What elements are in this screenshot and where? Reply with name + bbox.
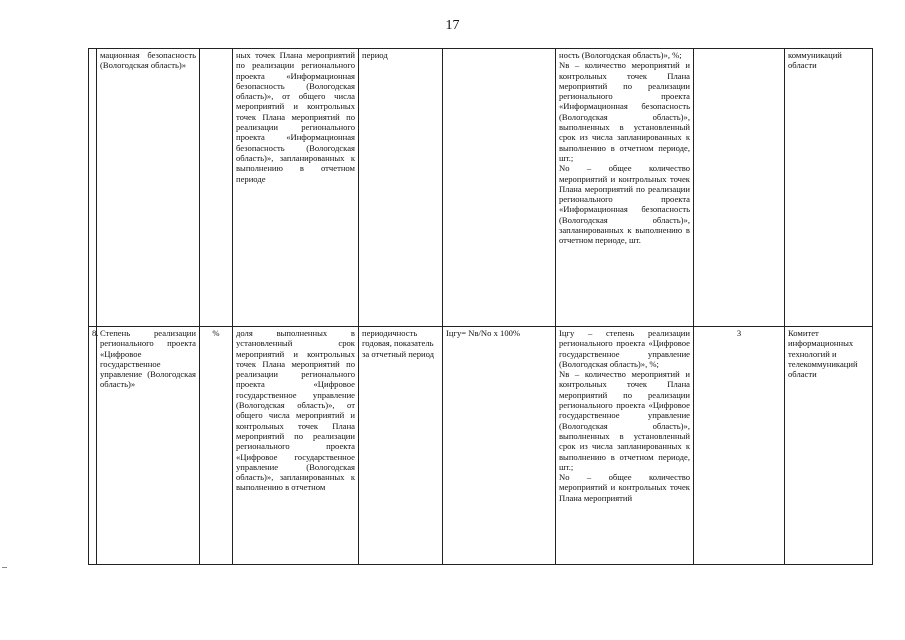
indicators-table: [88, 48, 873, 565]
definition-cell: ных точек Плана мероприятий по реализации регионального проекта «Информационная безопасность (Вологодская область)», от общего числа мероприятий и контрольных точек Плана мероприятий по реализации регионального проекта «Информационная безопасность (Вологодская область)», запланированных к выполнению в отчетном периоде: [233, 49, 359, 327]
periodicity-cell: период: [359, 49, 443, 327]
responsible-cell: Комитет информационных технологий и телекоммуникаций области: [785, 327, 873, 565]
legend-line: Iцгу – степень реализации регионального проекта «Цифровое государственное управление (Вологодская область)», %;: [559, 328, 690, 369]
scan-artifact: [2, 567, 7, 568]
source-cell: [694, 49, 785, 327]
row-number-cell: 8.: [89, 327, 97, 565]
legend-line: No – общее количество мероприятий и контрольных точек Плана мероприятий: [559, 472, 690, 503]
table-row: [89, 327, 873, 565]
responsible-cell: коммуникаций области: [785, 49, 873, 327]
legend-line: Nв – количество мероприятий и контрольных точек Плана мероприятий по реализации регионального проекта «Информационная безопасность (Вологодская область)», выполненных в установленный срок из числа запланированных к выполнению в отчетном периоде, шт.;: [559, 60, 690, 163]
legend-line: No – общее количество мероприятий и контрольных точек Плана мероприятий по реализации регионального проекта «Информационная безопасность (Вологодская область)», запланированных к выполнению в отчетном периоде, шт.: [559, 163, 690, 246]
row-number-cell: [89, 49, 97, 327]
page-number: 17: [445, 18, 460, 33]
legend-line: Nв – количество мероприятий и контрольных точек Плана мероприятий по реализации регионального проекта «Цифровое государственное управление (Вологодская область)», выполненных в установленный срок из числа запланированных к выполнению в отчетном периоде, шт.;: [559, 369, 690, 472]
formula-cell: Iцгу= Nв/No x 100%: [443, 327, 556, 565]
formula-cell: [443, 49, 556, 327]
unit-cell: %: [200, 327, 233, 565]
indicator-name-cell: мационная безопасность (Вологодская область)»: [97, 49, 200, 327]
periodicity-cell: периодичность годовая, показатель за отчетный период: [359, 327, 443, 565]
legend-cell: [556, 49, 694, 327]
definition-cell: доля выполненных в установленный срок мероприятий и контрольных точек Плана мероприятий по реализации регионального проекта «Цифровое государственное управление (Вологодская область)», от общего числа мероприятий и контрольных точек Плана мероприятий по реализации регионального проекта «Цифровое государственное управление (Вологодская область)», запланированных к выполнению в отчетном: [233, 327, 359, 565]
table-row: [89, 49, 873, 327]
legend-line: ность (Вологодская область)», %;: [559, 50, 682, 60]
indicator-name-cell: Степень реализации регионального проекта «Цифровое государственное управление (Вологодская область)»: [97, 327, 200, 565]
source-cell: 3: [694, 327, 785, 565]
unit-cell: [200, 49, 233, 327]
legend-cell: [556, 327, 694, 565]
